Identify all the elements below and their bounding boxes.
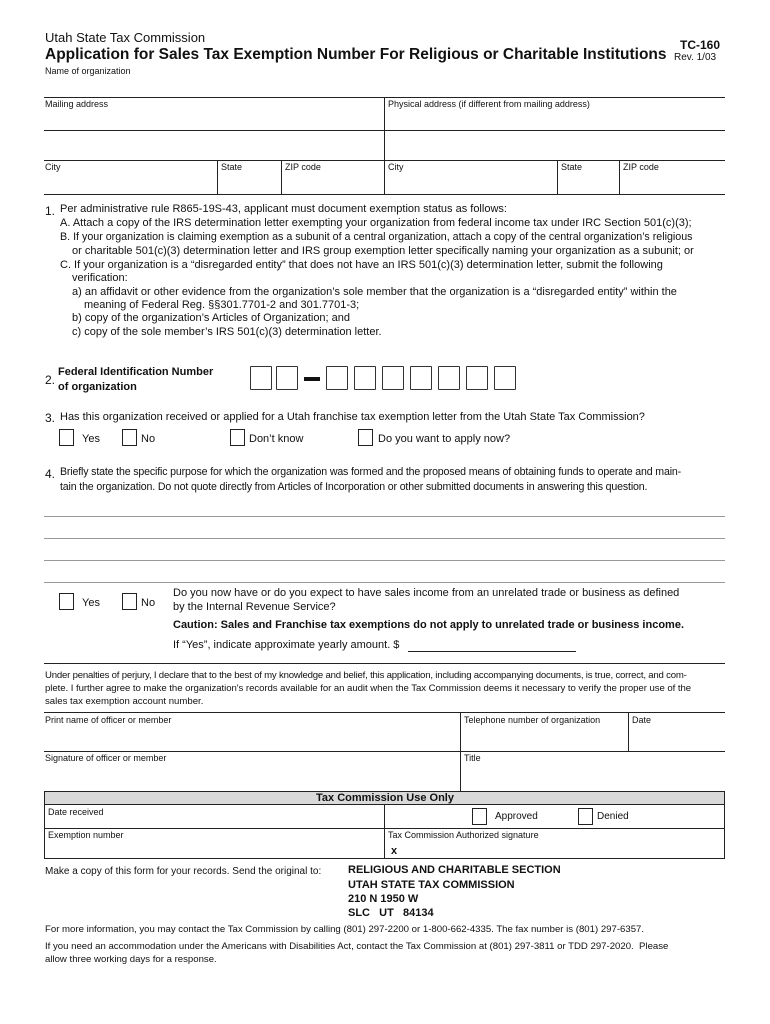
denied-checkbox[interactable] bbox=[578, 808, 593, 825]
q5-yes-checkbox[interactable] bbox=[59, 593, 74, 610]
form-title: Application for Sales Tax Exemption Number For Religious or Charitable Institutions bbox=[45, 46, 667, 63]
q1-item-cb: b) copy of the organization’s Articles of Organization; and bbox=[72, 312, 351, 324]
q1-item-b-line1: B. If your organization is claiming exemption as a subunit of a central organization, attach a copy of the central organization’s religious bbox=[60, 231, 693, 243]
footer-contact-info: For more information, you may contact the Tax Commission by calling (801) 297-2200 or 1-800-662-4335. The fax number is (801) 297-6357. bbox=[45, 924, 645, 935]
name-of-organization-label: Name of organization bbox=[45, 66, 131, 76]
fein-digit-box[interactable] bbox=[382, 366, 404, 390]
fein-label-line1: Federal Identification Number bbox=[58, 366, 214, 378]
physical-zip-label: ZIP code bbox=[623, 162, 659, 172]
q1-item-c-line1: C. If your organization is a “disregarded entity” that does not have an IRS 501(c)(3) determination letter, submit the following bbox=[60, 259, 663, 271]
divider bbox=[619, 160, 620, 194]
q4-text-line1: Briefly state the specific purpose for which the organization was formed and the proposed means of obtaining funds to operate and main- bbox=[60, 466, 682, 478]
mailing-address-line1: RELIGIOUS AND CHARITABLE SECTION bbox=[348, 864, 561, 876]
fein-label-line2: of organization bbox=[58, 381, 137, 393]
q5-text-line1: Do you now have or do you expect to have sales income from an unrelated trade or business as defined bbox=[173, 587, 680, 599]
q5-text-line2: by the Internal Revenue Service? bbox=[173, 601, 336, 613]
q4-number: 4. bbox=[45, 467, 56, 481]
q5-no-checkbox[interactable] bbox=[122, 593, 137, 610]
q3-yes-label: Yes bbox=[82, 433, 100, 445]
physical-state-label: State bbox=[561, 162, 583, 172]
q3-text: Has this organization received or applied for a Utah franchise tax exemption letter from the Utah State Tax Commission? bbox=[60, 411, 645, 423]
city-field-line[interactable] bbox=[44, 194, 725, 195]
q3-no-checkbox[interactable] bbox=[122, 429, 137, 446]
section-divider bbox=[44, 663, 725, 664]
q3-apply-label: Do you want to apply now? bbox=[378, 433, 511, 445]
divider bbox=[281, 160, 282, 194]
print-name-field-line[interactable] bbox=[44, 751, 725, 752]
fein-digit-box[interactable] bbox=[354, 366, 376, 390]
signature-label: Signature of officer or member bbox=[45, 753, 167, 763]
declaration-line3: sales tax exemption account number. bbox=[45, 696, 204, 707]
q1-item-a: A. Attach a copy of the IRS determination letter exempting your organization from federal income tax under IRC Section 501(c)(3); bbox=[60, 217, 692, 229]
q1-item-c-line2: verification: bbox=[72, 272, 128, 284]
physical-city-label: City bbox=[388, 162, 404, 172]
declaration-line1: Under penalties of perjury, I declare that to the best of my knowledge and belief, this application, including accompanying documents, is true, correct, and com- bbox=[45, 670, 687, 681]
q1-item-ca-line1: a) an affidavit or other evidence from the organization’s sole member that the organization is a “disregarded entity” within the bbox=[72, 286, 677, 298]
footer-ada-line2: allow three working days for a response. bbox=[45, 954, 217, 965]
q1-intro: Per administrative rule R865-19S-43, applicant must document exemption status as follows: bbox=[60, 203, 507, 215]
declaration-line2: plete. I further agree to make the organization's records available for an audit when the Tax Commission deems it necessary to verify the proper use of the bbox=[45, 683, 692, 694]
q1-item-b-line2: or charitable 501(c)(3) determination letter and IRS group exemption letter specifically naming your organization as a subunit; or bbox=[72, 245, 694, 257]
q4-text-line2: tain the organization. Do not quote directly from Articles of Incorporation or other submitted documents in answering this question. bbox=[60, 481, 648, 493]
print-name-label: Print name of officer or member bbox=[45, 715, 172, 725]
address-divider bbox=[384, 97, 385, 194]
q1-number: 1. bbox=[45, 204, 56, 218]
q4-answer-line[interactable] bbox=[44, 538, 725, 539]
fein-dash bbox=[304, 377, 320, 381]
physical-address-label: Physical address (if different from mailing address) bbox=[388, 99, 590, 109]
office-use-heading: Tax Commission Use Only bbox=[316, 792, 454, 804]
form-revision: Rev. 1/03 bbox=[674, 52, 717, 63]
telephone-label: Telephone number of organization bbox=[464, 715, 601, 725]
exemption-number-label: Exemption number bbox=[48, 830, 124, 840]
denied-label: Denied bbox=[597, 811, 629, 822]
q4-answer-line[interactable] bbox=[44, 516, 725, 517]
fein-digit-box[interactable] bbox=[410, 366, 432, 390]
mailing-instruction: Make a copy of this form for your records. Send the original to: bbox=[45, 866, 322, 877]
zip-label: ZIP code bbox=[285, 162, 321, 172]
fein-digit-box[interactable] bbox=[466, 366, 488, 390]
q5-yes-label: Yes bbox=[82, 597, 100, 609]
footer-ada-line1: If you need an accommodation under the Americans with Disabilities Act, contact the Tax Commission at (801) 297-3811 or TDD 297-2020. Please bbox=[45, 941, 669, 952]
q3-dont-know-checkbox[interactable] bbox=[230, 429, 245, 446]
mailing-address-line2: UTAH STATE TAX COMMISSION bbox=[348, 879, 515, 891]
q4-answer-line[interactable] bbox=[44, 560, 725, 561]
fein-digit-box[interactable] bbox=[438, 366, 460, 390]
q1-item-ca-line2: meaning of Federal Reg. §§301.7701-2 and 301.7701-3; bbox=[84, 299, 360, 311]
fein-digit-box[interactable] bbox=[326, 366, 348, 390]
approved-label: Approved bbox=[495, 811, 538, 822]
q3-number: 3. bbox=[45, 411, 56, 425]
city-label: City bbox=[45, 162, 61, 172]
date-label: Date bbox=[632, 715, 652, 725]
q2-number: 2. bbox=[45, 373, 56, 387]
fein-digit-box[interactable] bbox=[250, 366, 272, 390]
q5-amount-field[interactable] bbox=[408, 651, 576, 652]
divider bbox=[557, 160, 558, 194]
mailing-address-line4: SLC UT 84134 bbox=[348, 907, 434, 919]
address-field-line-2[interactable] bbox=[44, 160, 725, 161]
mailing-address-label: Mailing address bbox=[45, 99, 109, 109]
state-label: State bbox=[221, 162, 243, 172]
form-id: TC-160 bbox=[680, 38, 721, 52]
q3-dont-know-label: Don’t know bbox=[249, 433, 304, 445]
divider bbox=[628, 712, 629, 752]
q5-no-label: No bbox=[141, 597, 156, 609]
q5-caution: Caution: Sales and Franchise tax exemptions do not apply to unrelated trade or business income. bbox=[173, 619, 684, 631]
date-received-label: Date received bbox=[48, 807, 104, 817]
q3-no-label: No bbox=[141, 433, 156, 445]
q3-apply-checkbox[interactable] bbox=[358, 429, 373, 446]
q4-answer-line[interactable] bbox=[44, 582, 725, 583]
date-received-field-line[interactable] bbox=[44, 828, 725, 829]
q1-item-cc: c) copy of the sole member’s IRS 501(c)(3) determination letter. bbox=[72, 326, 382, 338]
agency-name: Utah State Tax Commission bbox=[45, 30, 206, 45]
signature-block-top bbox=[44, 712, 725, 713]
divider bbox=[217, 160, 218, 194]
fein-digit-box[interactable] bbox=[276, 366, 298, 390]
divider bbox=[384, 805, 385, 859]
address-field-line[interactable] bbox=[44, 130, 725, 131]
signature-x-mark: x bbox=[391, 845, 398, 857]
approved-checkbox[interactable] bbox=[472, 808, 487, 825]
fein-digit-box[interactable] bbox=[494, 366, 516, 390]
q5-amount-label: If “Yes”, indicate approximate yearly amount. $ bbox=[173, 639, 400, 651]
mailing-address-line3: 210 N 1950 W bbox=[348, 893, 419, 905]
title-label: Title bbox=[464, 753, 481, 763]
auth-signature-label: Tax Commission Authorized signature bbox=[388, 830, 539, 840]
q3-yes-checkbox[interactable] bbox=[59, 429, 74, 446]
